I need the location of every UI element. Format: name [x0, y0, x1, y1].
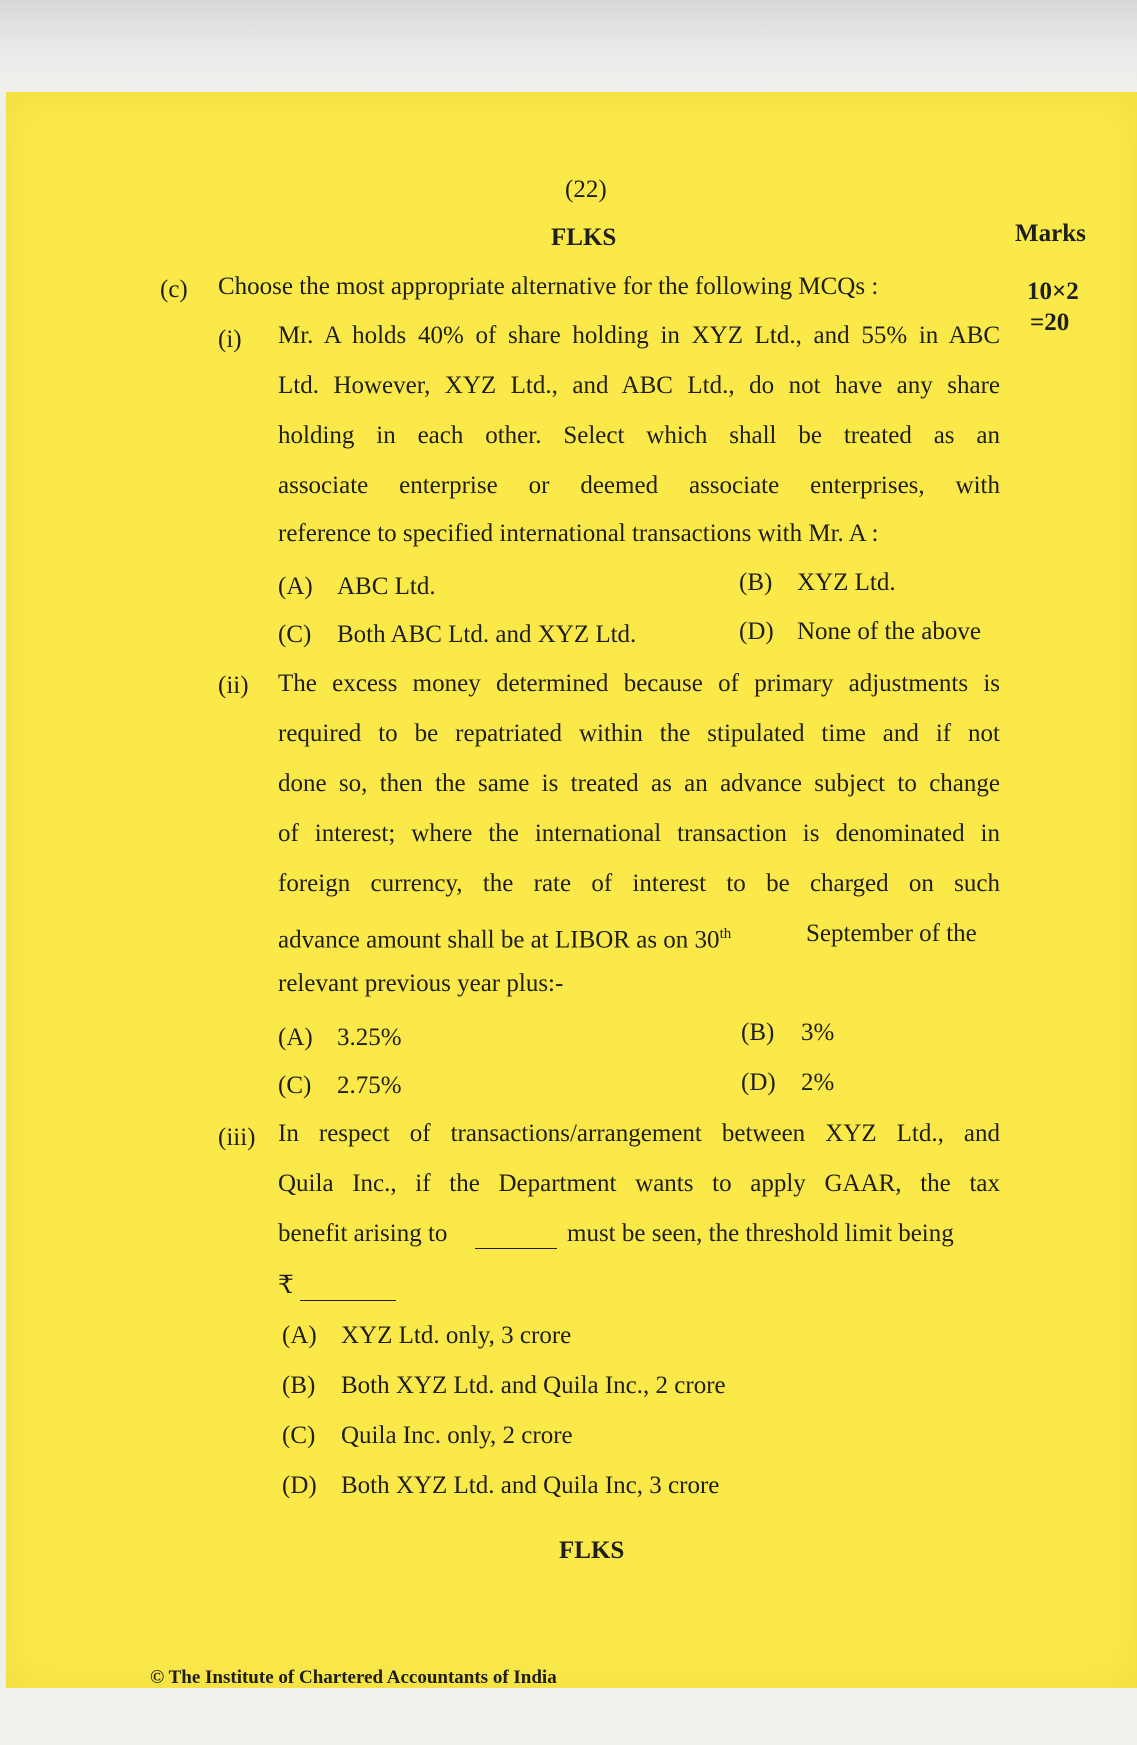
- scan-bottom-margin: [0, 1688, 1137, 1745]
- question-text-fragment: advance amount shall be at LIBOR as on 30: [278, 926, 720, 954]
- option-label: (B): [739, 569, 773, 596]
- question-number: (ii): [218, 672, 249, 699]
- option-text: XYZ Ltd.: [797, 569, 896, 596]
- fill-in-blank: [300, 1278, 396, 1301]
- question-text-line: In respect of transactions/arrangement between XYZ Ltd., and: [278, 1120, 1000, 1147]
- option-label: (A): [278, 573, 313, 600]
- option-text: 2.75%: [337, 1072, 402, 1099]
- question-text-line: Ltd. However, XYZ Ltd., and ABC Ltd., do not have any share: [278, 372, 1000, 399]
- question-text-line: relevant previous year plus:-: [278, 970, 564, 997]
- option-text: None of the above: [797, 618, 981, 645]
- question-text-line: The excess money determined because of primary adjustments is: [278, 670, 1000, 697]
- question-number: (i): [218, 326, 242, 353]
- option-text: Both XYZ Ltd. and Quila Inc., 2 crore: [341, 1372, 726, 1399]
- question-text-line: reference to specified international transactions with Mr. A :: [278, 520, 879, 547]
- page-number: (22): [565, 176, 607, 203]
- question-text-line: [278, 919, 731, 955]
- question-text-line: holding in each other. Select which shall be treated as an: [278, 422, 1000, 449]
- paper-code: FLKS: [551, 224, 617, 251]
- option-label: (A): [278, 1024, 313, 1051]
- option-label: (D): [741, 1069, 776, 1096]
- question-text-line: done so, then the same is treated as an advance subject to change: [278, 770, 1000, 797]
- question-text-line: of interest; where the international transaction is denominated in: [278, 820, 1000, 847]
- scan-top-margin: [0, 0, 1137, 92]
- option-label: (C): [278, 621, 312, 648]
- fill-in-blank: [475, 1226, 557, 1249]
- question-text-fragment: must be seen, the threshold limit being: [567, 1220, 954, 1247]
- option-text: 3.25%: [337, 1024, 402, 1051]
- section-instruction: Choose the most appropriate alternative for the following MCQs :: [218, 273, 879, 300]
- question-text-line: Quila Inc., if the Department wants to apply GAAR, the tax: [278, 1170, 1000, 1197]
- option-label: (C): [278, 1072, 312, 1099]
- option-label: (B): [741, 1019, 775, 1046]
- marks-allocation: 10×2: [1027, 278, 1079, 305]
- question-text-fragment: September of the: [806, 920, 977, 947]
- copyright-notice: © The Institute of Chartered Accountants of India: [150, 1667, 557, 1688]
- question-text-line: required to be repatriated within the stipulated time and if not: [278, 720, 1000, 747]
- option-text: Quila Inc. only, 2 crore: [341, 1422, 573, 1449]
- section-label: (c): [160, 276, 188, 303]
- option-text: 3%: [801, 1019, 835, 1046]
- option-text: Both ABC Ltd. and XYZ Ltd.: [337, 621, 637, 648]
- question-text-line: associate enterprise or deemed associate enterprises, with: [278, 472, 1000, 499]
- ordinal-suffix: th: [719, 926, 732, 942]
- footer-paper-code: FLKS: [559, 1537, 625, 1564]
- question-number: (iii): [218, 1124, 256, 1151]
- question-text-line: Mr. A holds 40% of share holding in XYZ Ltd., and 55% in ABC: [278, 322, 1000, 349]
- rupee-symbol: ₹: [278, 1272, 294, 1299]
- question-text-fragment: benefit arising to: [278, 1220, 448, 1247]
- option-label: (C): [282, 1422, 316, 1449]
- option-label: (A): [282, 1322, 317, 1349]
- option-text: XYZ Ltd. only, 3 crore: [341, 1322, 572, 1349]
- option-label: (B): [282, 1372, 316, 1399]
- question-text-line: foreign currency, the rate of interest to be charged on such: [278, 870, 1000, 897]
- marks-column-heading: Marks: [1015, 220, 1086, 247]
- marks-total: =20: [1030, 309, 1070, 336]
- option-label: (D): [739, 618, 774, 645]
- option-text: ABC Ltd.: [337, 573, 436, 600]
- option-text: 2%: [801, 1069, 835, 1096]
- option-text: Both XYZ Ltd. and Quila Inc, 3 crore: [341, 1472, 720, 1499]
- option-label: (D): [282, 1472, 317, 1499]
